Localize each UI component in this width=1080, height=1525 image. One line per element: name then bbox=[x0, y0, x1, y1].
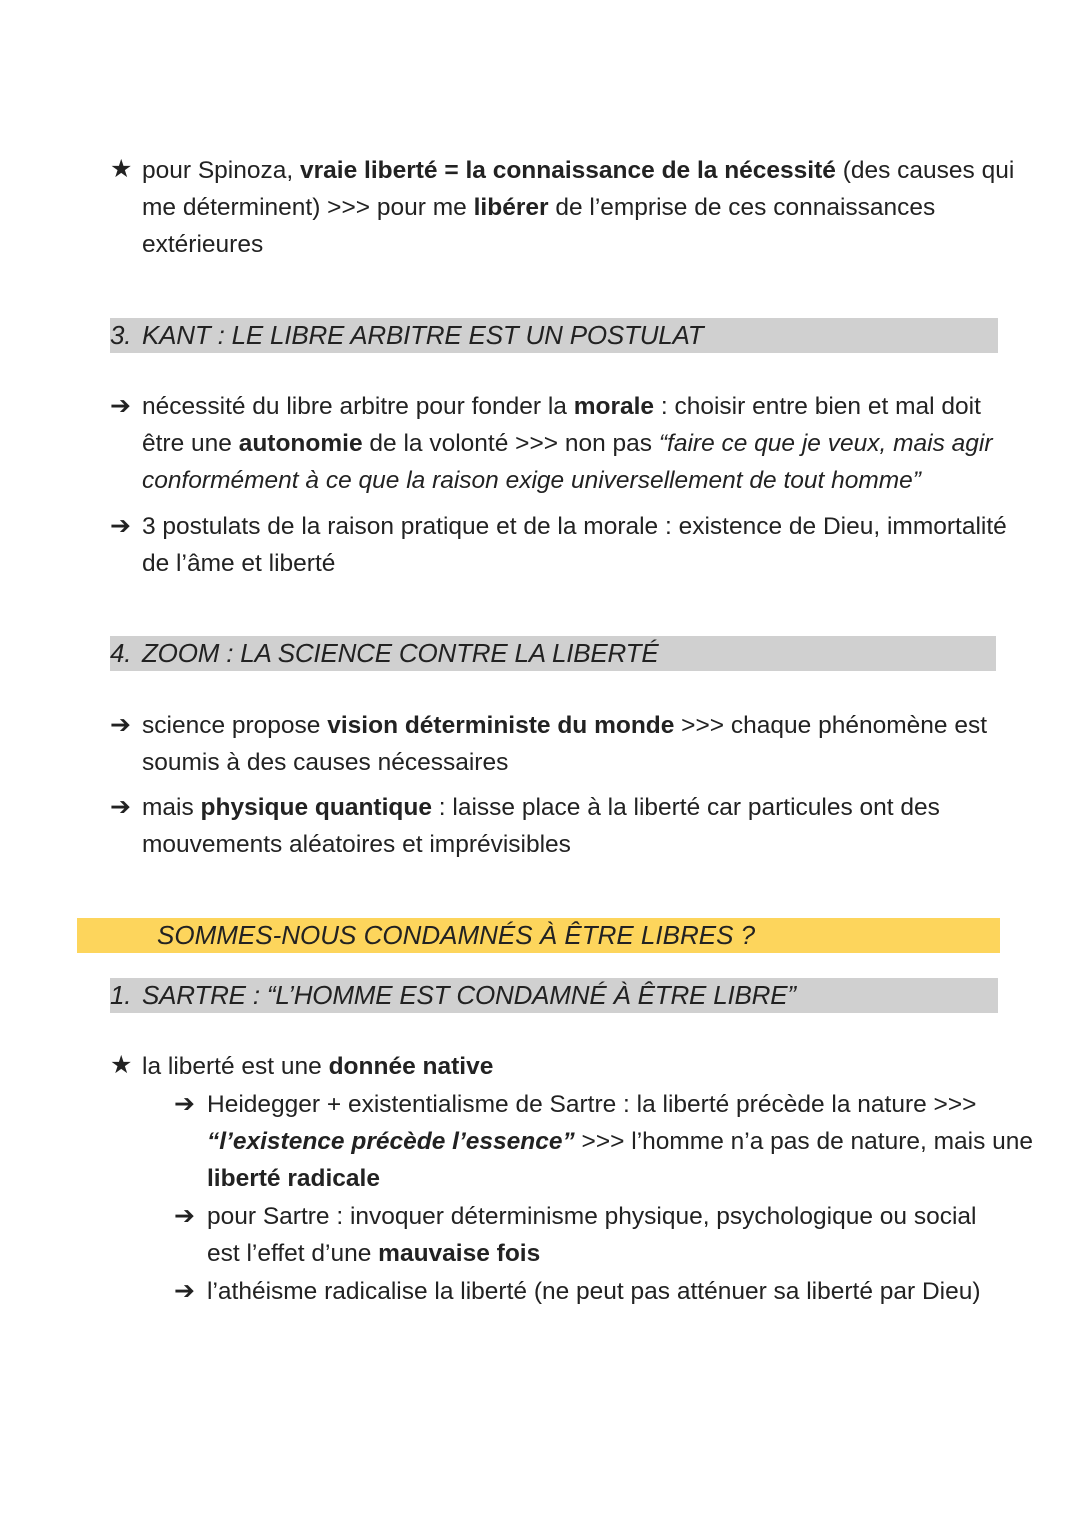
arrow-right-icon: ➔ bbox=[174, 1277, 195, 1305]
sartre-a1-line-2: “l’existence précède l’essence” >>> l’homme n’a pas de nature, mais une bbox=[207, 1128, 1034, 1155]
heading-title: ZOOM : LA SCIENCE CONTRE LA LIBERTÉ bbox=[142, 638, 659, 668]
heading-zoom bbox=[110, 636, 996, 671]
zoom-bullet-1 bbox=[110, 707, 1010, 787]
spinoza-point bbox=[110, 152, 1015, 267]
kant-bullet-1 bbox=[110, 388, 1010, 503]
zoom-b2-line-1: mais physique quantique : laisse place à la liberté car particules ont des bbox=[142, 794, 940, 821]
heading-number: 4. bbox=[110, 638, 132, 668]
sartre-a2-line-1: pour Sartre : invoquer déterminisme physique, psychologique ou social bbox=[207, 1203, 977, 1230]
sartre-arrow-3 bbox=[174, 1273, 1034, 1313]
arrow-right-icon: ➔ bbox=[174, 1090, 195, 1118]
arrow-right-icon: ➔ bbox=[174, 1202, 195, 1230]
sartre-a3-line-1: l’athéisme radicalise la liberté (ne peut pas atténuer sa liberté par Dieu) bbox=[207, 1278, 981, 1305]
kant-b1-line-2: être une autonomie de la volonté >>> non pas “faire ce que je veux, mais agir bbox=[142, 430, 993, 457]
spinoza-line-3: extérieures bbox=[142, 231, 264, 258]
heading-number: 3. bbox=[110, 320, 132, 350]
kant-b1-line-3: conformément à ce que la raison exige universellement de tout homme” bbox=[142, 467, 921, 494]
zoom-b2-line-2: mouvements aléatoires et imprévisibles bbox=[142, 831, 571, 858]
zoom-b1-line-1: science propose vision déterministe du monde >>> chaque phénomène est bbox=[142, 712, 988, 739]
heading-sartre bbox=[110, 978, 998, 1013]
spinoza-line-1: pour Spinoza, vraie liberté = la connaissance de la nécessité (des causes qui bbox=[142, 157, 1015, 184]
sartre-a1-line-3: liberté radicale bbox=[207, 1165, 380, 1192]
star-icon: ★ bbox=[110, 1051, 133, 1079]
kant-b2-line-1: 3 postulats de la raison pratique et de la morale : existence de Dieu, immortalité bbox=[142, 513, 1007, 540]
heading-title: SARTRE : “L’HOMME EST CONDAMNÉ À ÊTRE LIBRE” bbox=[142, 980, 796, 1010]
arrow-right-icon: ➔ bbox=[110, 392, 131, 420]
zoom-bullet-2 bbox=[110, 789, 1010, 869]
zoom-b1-line-2: soumis à des causes nécessaires bbox=[142, 749, 509, 776]
heading-number: 1. bbox=[110, 980, 132, 1010]
heading-title: KANT : LE LIBRE ARBITRE EST UN POSTULAT bbox=[142, 320, 704, 350]
kant-b2-line-2: de l’âme et liberté bbox=[142, 550, 336, 577]
sartre-arrow-1 bbox=[174, 1086, 1034, 1201]
heading-kant bbox=[110, 318, 998, 353]
kant-b1-line-1: nécessité du libre arbitre pour fonder la morale : choisir entre bien et mal doit bbox=[142, 393, 981, 420]
sartre-arrow-2 bbox=[174, 1198, 1034, 1278]
arrow-right-icon: ➔ bbox=[110, 793, 131, 821]
arrow-right-icon: ➔ bbox=[110, 711, 131, 739]
arrow-right-icon: ➔ bbox=[110, 512, 131, 540]
sartre-a2-line-2: est l’effet d’une mauvaise fois bbox=[207, 1240, 541, 1267]
star-icon: ★ bbox=[110, 155, 133, 183]
sartre-star-line: la liberté est une donnée native bbox=[142, 1053, 494, 1080]
kant-bullet-2 bbox=[110, 508, 1010, 588]
sartre-a1-line-1: Heidegger + existentialisme de Sartre : la liberté précède la nature >>> bbox=[207, 1091, 977, 1118]
major-heading bbox=[77, 918, 1000, 953]
sartre-star-point bbox=[110, 1048, 1010, 1088]
major-heading-title: SOMMES-NOUS CONDAMNÉS À ÊTRE LIBRES ? bbox=[157, 920, 756, 950]
spinoza-line-2: me déterminent) >>> pour me libérer de l’emprise de ces connaissances bbox=[142, 194, 936, 221]
